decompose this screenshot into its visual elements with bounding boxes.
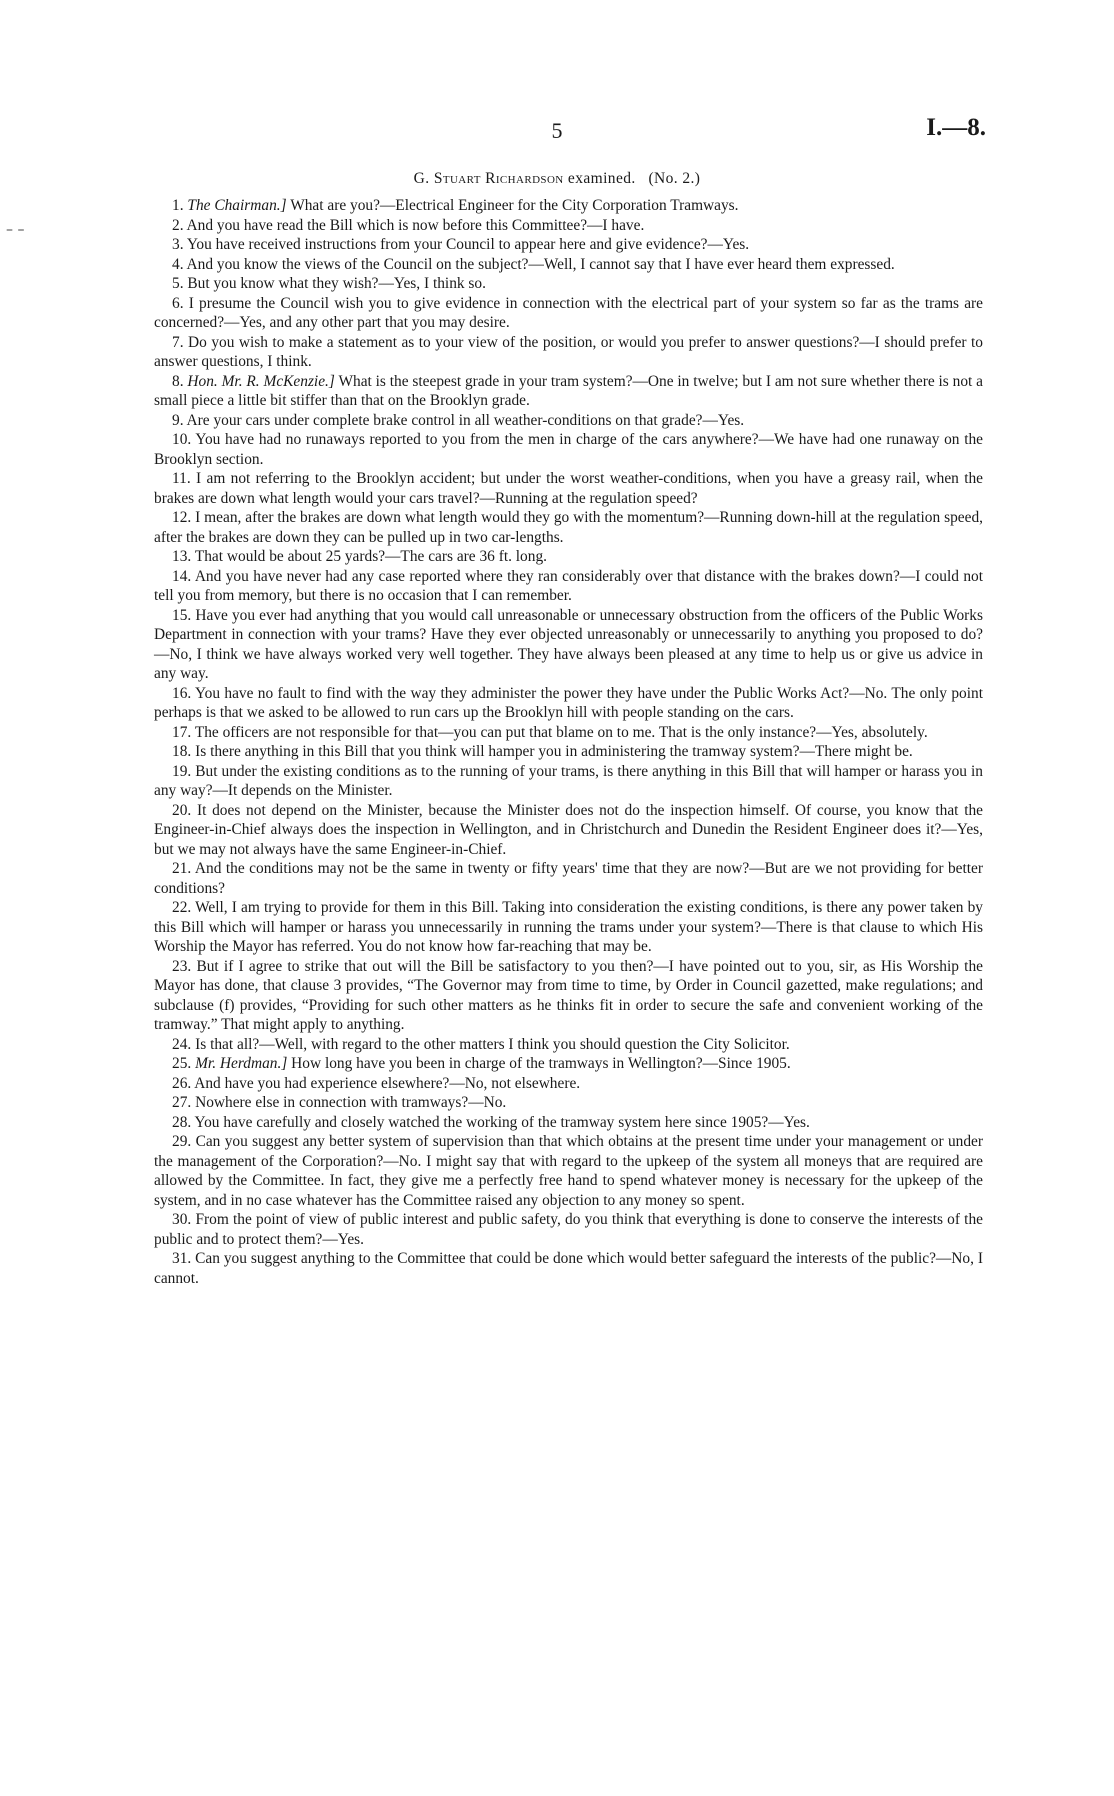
page-reference: I.—8. [926,114,986,141]
question-number: 15. [172,606,192,624]
question-text: Can you suggest anything to the Committee that could be done which would better safeguard the interests of the public?—No, I cannot. [154,1250,983,1287]
question-paragraph [154,1054,983,1074]
question-paragraph [154,235,983,255]
question-text: But you know what they wish?—Yes, I think so. [187,275,486,292]
question-number: 12. [172,509,192,526]
question-text: From the point of view of public interest and public safety, do you think that everything is done to conserve the interests of the public and to protect them?—Yes. [154,1211,983,1248]
question-text: I presume the Council wish you to give evidence in connection with the electrical part of your system so far as the trams are concerned?—Yes, and any other part that you may desire. [154,294,983,331]
question-text: What is the steepest grade in your tram system?—One in twelve; but I am not sure whether there is not a small piece a little bit stiffer than that on the Brooklyn grade. [154,372,983,409]
question-text: You have received instructions from your Council to appear here and give evidence?—Yes. [186,236,750,253]
question-number: 29. [172,1133,192,1150]
heading-part: (No. 2.) [648,170,701,187]
question-text: Are your cars under complete brake control in all weather-conditions on that grade?—Yes. [186,411,745,429]
question-number: 5. [172,275,184,292]
question-paragraph [154,1074,983,1094]
question-paragraph [154,274,983,294]
question-text: Can you suggest any better system of supervision than that which obtains at the present time under your management or under the management of the Corporation?—No. I might say that with regard to the upkeep of the system all moneys that are required are allowed by the Committee. In fact, they give me a perfectly free hand to spend whatever money is necessary for the upkeep of the system, and in no case whatever has the Committee raised any objection to any money so spent. [154,1133,983,1209]
margin-mark: – – [6,222,25,238]
question-paragraph [154,430,983,469]
question-text: You have carefully and closely watched the working of the tramway system here since 1905?—Yes. [194,1113,810,1131]
question-paragraph [154,333,983,372]
question-text: How long have you been in charge of the tramways in Wellington?—Since 1905. [291,1055,791,1072]
question-paragraph [154,723,983,743]
question-paragraph [154,547,983,567]
question-text: What are you?—Electrical Engineer for the City Corporation Tramways. [290,197,739,214]
question-number: 3. [172,236,184,253]
question-number: 26. [172,1074,192,1092]
question-paragraph [154,859,983,898]
heading-suffix: examined. [567,170,636,187]
question-number: 2. [172,216,184,234]
question-paragraph [154,1210,983,1249]
question-text: That would be about 25 yards?—The cars are 36 ft. long. [194,548,547,565]
question-number: 10. [172,431,192,448]
witness-name: G. Stuart Richardson [413,170,564,187]
question-number: 22. [172,899,192,916]
question-number: 6. [172,294,184,312]
speaker-label: Hon. Mr. R. McKenzie.] [187,372,335,390]
question-number: 24. [172,1035,192,1053]
question-text: And you have never had any case reported where they ran considerably over that distance with the brakes down?—I could not tell you from memory, but there is no occasion that I can remember. [154,567,983,604]
question-paragraph [154,606,983,684]
question-paragraph [154,742,983,762]
question-number: 18. [172,743,192,760]
question-text: Have you ever had anything that you would call unreasonable or unnecessary obstruction from the officers of the Public Works Department in connection with your trams? Have they ever objected unreasonably or unnecessarily to anything you proposed to do?—No, I think we have always worked very well together. They have always been pleased at any time to help us or give us advice in any way. [154,606,983,682]
question-paragraph [154,957,983,1035]
question-text: The officers are not responsible for that—you can put that blame on to me. That is the only instance?—Yes, absolutely. [194,723,928,741]
question-number: 9. [172,411,184,429]
question-paragraph [154,1113,983,1133]
question-number: 16. [172,684,192,702]
speaker-label: Mr. Herdman.] [195,1055,288,1072]
question-number: 23. [172,957,192,975]
question-text: It does not depend on the Minister, because the Minister does not do the inspection himself. Of course, you know that the Engineer-in-Chief always does the inspection in Wellington, and in Christchurch and Dunedin the Resident Engineer does it?—Yes, but we may not always have the same Engineer-in-Chief. [154,801,983,858]
evidence-body [154,196,983,1288]
question-text: I mean, after the brakes are down what length would they go with the momentum?—Running down-hill at the regulation speed, after the brakes are down they can be pulled up in two car-lengths. [154,509,983,546]
question-paragraph [154,684,983,723]
question-text: I am not referring to the Brooklyn accident; but under the worst weather-conditions, when you have a greasy rail, when the brakes are down what length would your cars travel?—Running at the regulation speed? [154,470,983,507]
question-text: Nowhere else in connection with tramways?—No. [195,1094,507,1111]
question-text: But if I agree to strike that out will the Bill be satisfactory to you then?—I have pointed out to you, sir, as His Worship the Mayor has done, that clause 3 provides, “The Governor may from time to time, by Order in Council gazetted, make regulations; and subclause (f) provides, “Providing for such other matters as he thinks fit in order to secure the safe and convenient working of the tramway.” That might apply to anything. [154,957,983,1033]
question-number: 4. [172,255,184,273]
question-number: 8. [172,372,184,390]
question-paragraph [154,1249,983,1288]
question-text: Is there anything in this Bill that you think will hamper you in administering the tramway system?—There might be. [195,743,913,760]
question-number: 30. [172,1211,192,1228]
question-paragraph [154,294,983,333]
question-paragraph [154,196,983,216]
question-text: You have had no runaways reported to you from the men in charge of the cars anywhere?—We have had one runaway on the Brooklyn section. [154,431,984,468]
question-number: 17. [172,723,192,741]
question-number: 28. [172,1113,192,1131]
question-number: 1. [172,197,184,214]
question-paragraph [154,567,983,606]
question-number: 19. [172,762,192,780]
question-number: 31. [172,1250,192,1267]
question-paragraph [154,508,983,547]
question-paragraph [154,216,983,236]
question-number: 25. [172,1055,192,1072]
question-text: And have you had experience elsewhere?—No, not elsewhere. [194,1074,581,1092]
question-paragraph [154,255,983,275]
question-paragraph [154,762,983,801]
question-text: And you know the views of the Council on the subject?—Well, I cannot say that I have ever heard them expressed. [186,255,895,273]
question-text: Well, I am trying to provide for them in this Bill. Taking into consideration the existing conditions, is there any power taken by this Bill which will hamper or harass you unnecessarily in running the trams under your system?—There is that clause to which His Worship the Mayor has referred. You do not know how far-reaching that may be. [154,899,984,955]
question-number: 7. [172,333,184,351]
question-paragraph [154,1093,983,1113]
question-number: 13. [172,548,192,565]
question-paragraph [154,898,983,957]
question-text: But under the existing conditions as to the running of your trams, is there anything in this Bill that will hamper or harass you in any way?—It depends on the Minister. [154,762,983,799]
question-paragraph [154,801,983,860]
question-paragraph [154,469,983,508]
page-number: 5 [551,118,563,143]
question-text: Do you wish to make a statement as to your view of the position, or would you prefer to answer questions?—I should prefer to answer questions, I think. [154,333,983,370]
question-number: 21. [172,860,192,877]
question-text: And you have read the Bill which is now before this Committee?—I have. [186,216,645,234]
question-number: 20. [172,801,192,819]
question-paragraph [154,411,983,431]
question-number: 11. [172,470,191,487]
speaker-label: The Chairman.] [187,197,287,214]
question-text: And the conditions may not be the same in twenty or fifty years' time that they are now?—But are we not providing for better conditions? [154,860,983,897]
question-paragraph [154,1132,983,1210]
examination-heading [0,170,1114,188]
question-paragraph [154,1035,983,1055]
question-number: 27. [172,1094,192,1111]
question-number: 14. [172,567,192,585]
question-text: You have no fault to find with the way they administer the power they have under the Public Works Act?—No. The only point perhaps is that we asked to be allowed to run cars up the Brooklyn hill with people standing on the cars. [154,684,983,721]
question-paragraph [154,372,983,411]
question-text: Is that all?—Well, with regard to the other matters I think you should question the City Solicitor. [195,1035,790,1053]
